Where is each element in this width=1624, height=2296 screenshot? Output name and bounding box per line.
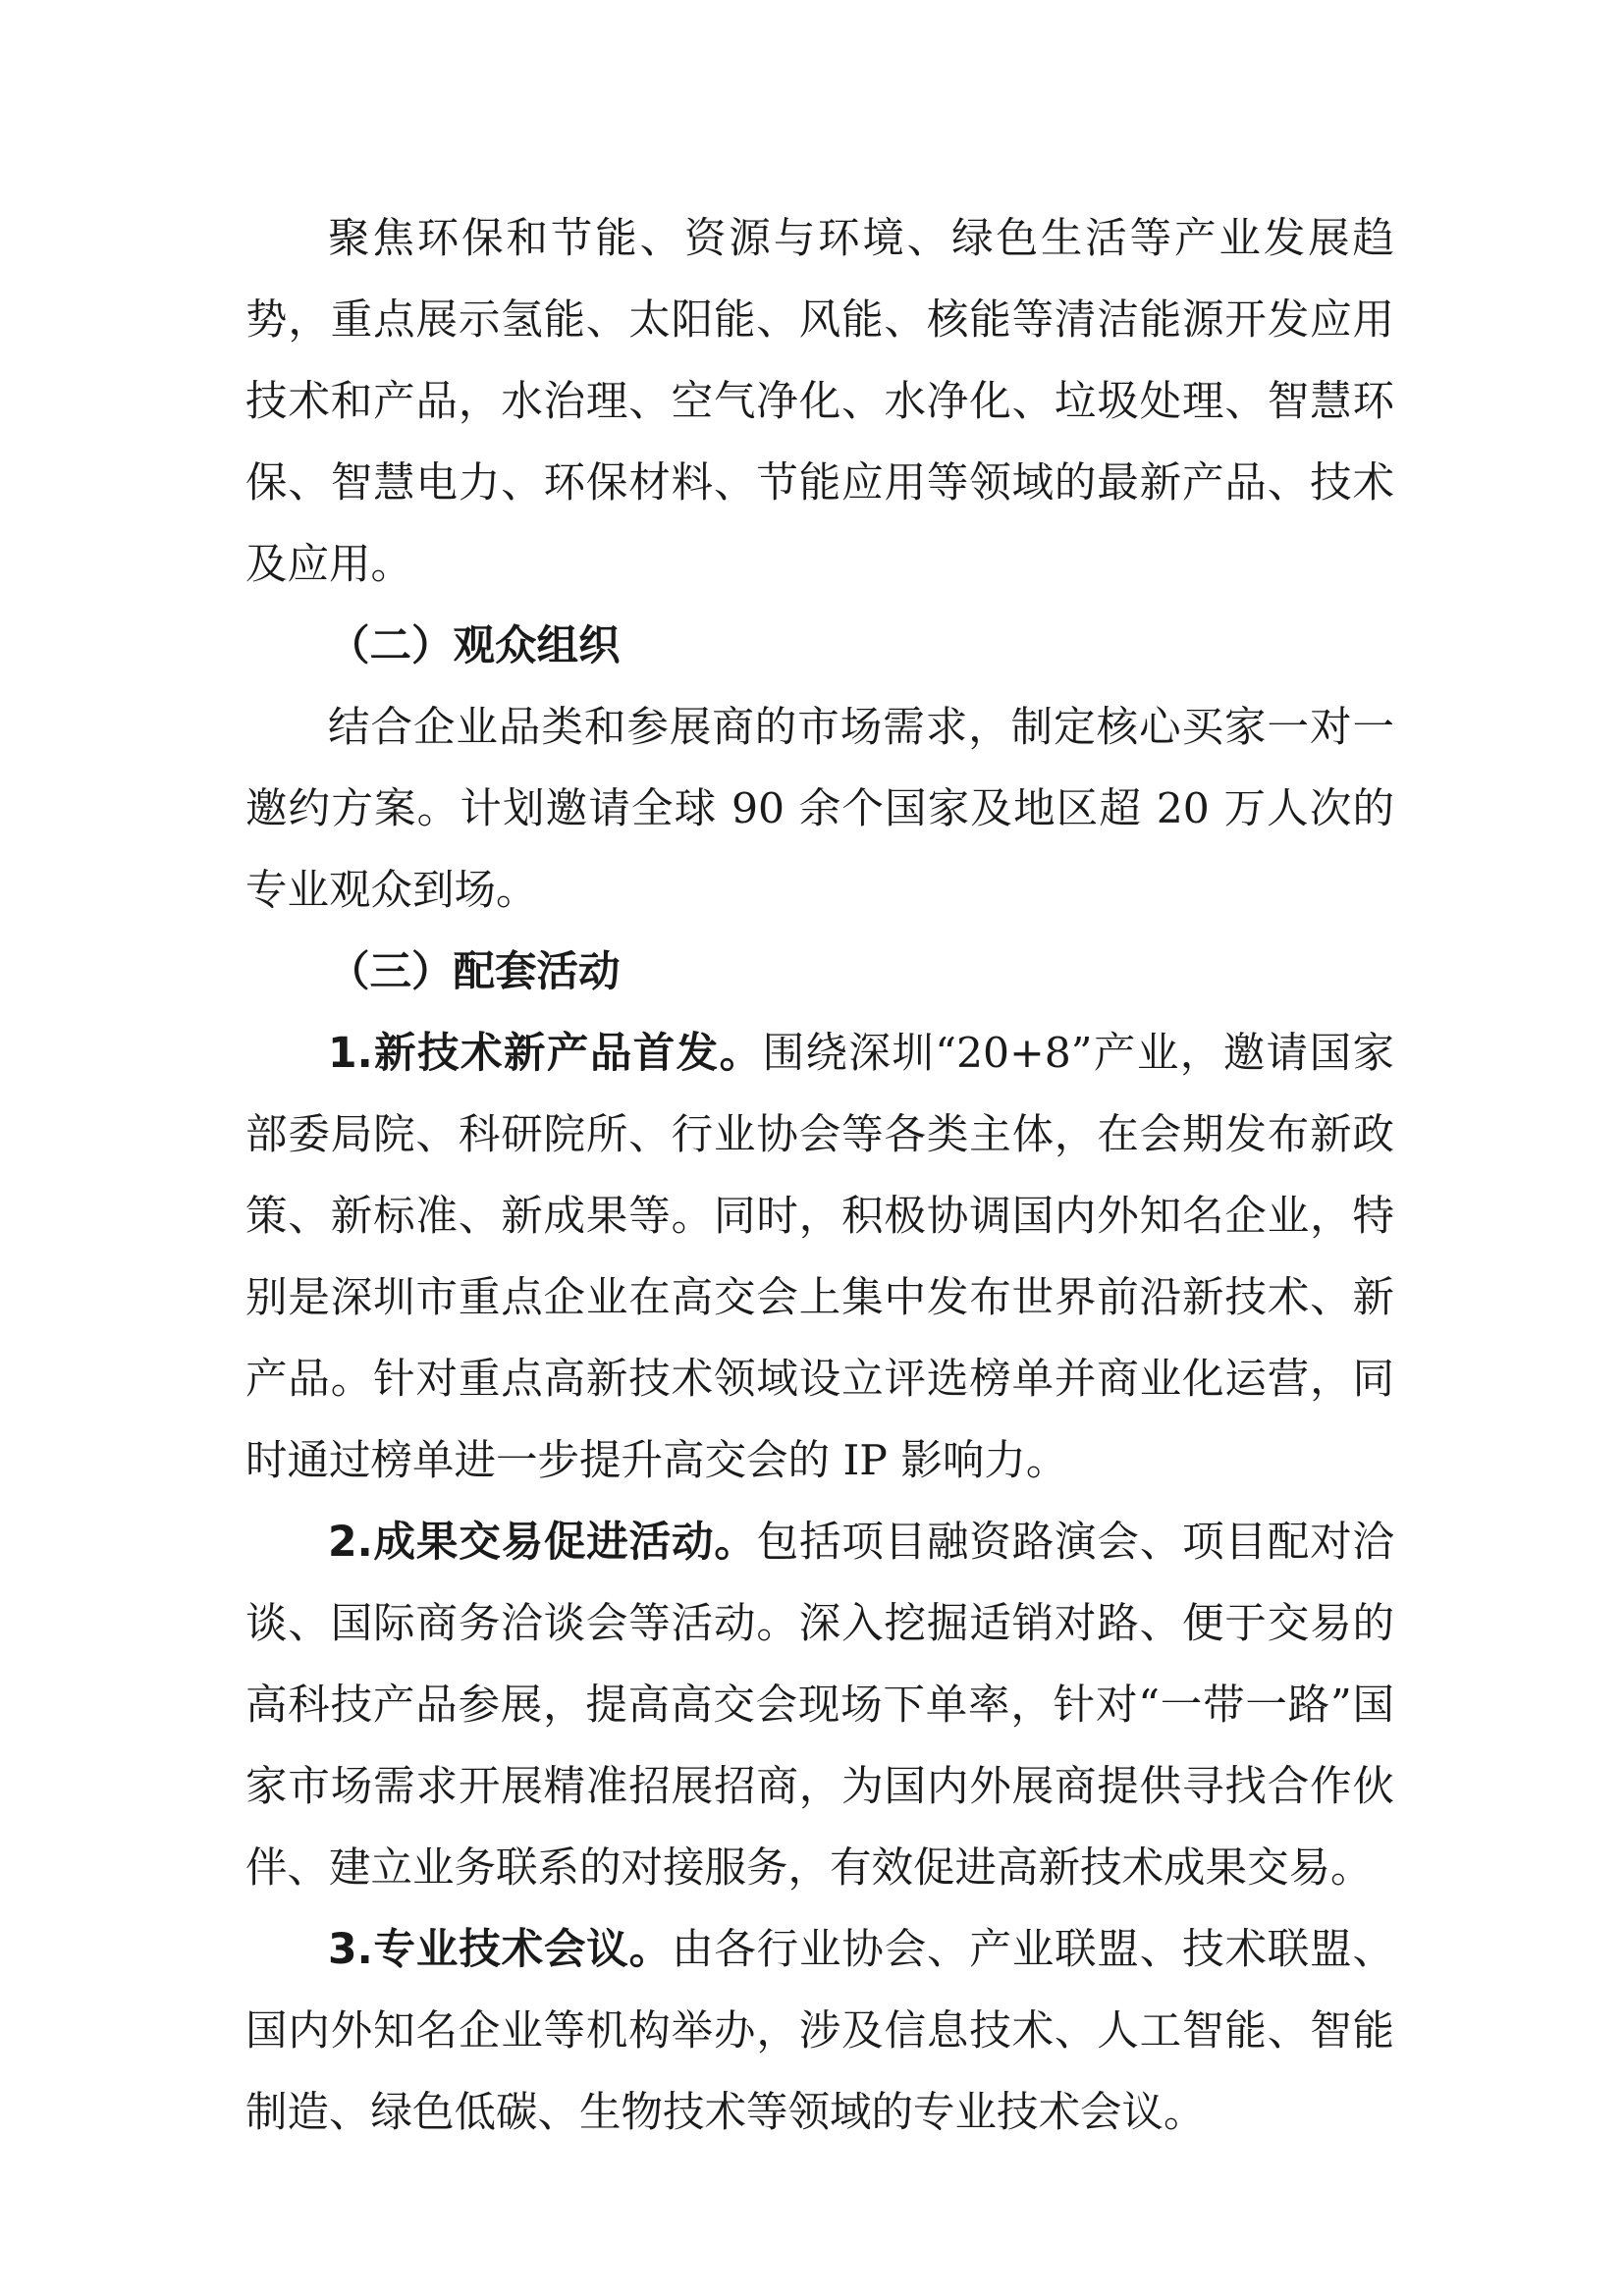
activity-item-1-lead: 1.新技术新产品首发。	[328, 1030, 763, 1078]
activity-item-2-text: 包括项目融资路演会、项目配对洽谈、国际商务洽谈会等活动。深入挖掘适销对路、便于交易的高科技产品参展，提高高交会现场下单率，针对“一带一路”国家市场需求开展精准招展招商，为国内外展商提供寻找合作伙伴、建立业务联系的对接服务，有效促进高新技术成果交易。	[245, 1519, 1394, 1893]
section-heading-activities: （三）配套活动	[328, 948, 621, 996]
activity-item-3-text: 由各行业协会、产业联盟、技术联盟、国内外知名企业等机构举办，涉及信息技术、人工智能、智能制造、绿色低碳、生物技术等领域的专业技术会议。	[245, 1926, 1394, 2137]
audience-paragraph: 结合企业品类和参展商的市场需求，制定核心买家一对一邀约方案。计划邀请全球 90 余个国家及地区超 20 万人次的专业观众到场。	[245, 704, 1394, 915]
activity-item-1-text: 围绕深圳“20+8”产业，邀请国家部委局院、科研院所、行业协会等各类主体，在会期发布新政策、新标准、新成果等。同时，积极协调国内外知名企业，特别是深圳市重点企业在高交会上集中发布世界前沿新技术、新产品。针对重点高新技术领域设立评选榜单并商业化运营，同时通过榜单进一步提升高交会的 IP 影响力。	[245, 1030, 1395, 1485]
activity-item-2	[245, 1502, 1394, 1909]
activity-item-2-lead: 2.成果交易促进活动。	[328, 1519, 757, 1567]
section-heading-audience: （二）观众组织	[328, 622, 621, 670]
activity-item-3	[245, 1909, 1394, 2154]
activity-item-1	[245, 1013, 1394, 1502]
intro-paragraph: 聚焦环保和节能、资源与环境、绿色生活等产业发展趋势，重点展示氢能、太阳能、风能、核能等清洁能源开发应用技术和产品，水治理、空气净化、水净化、垃圾处理、智慧环保、智慧电力、环保材料、节能应用等领域的最新产品、技术及应用。	[245, 215, 1394, 589]
activity-item-3-lead: 3.专业技术会议。	[328, 1926, 672, 1974]
document-page	[245, 198, 1394, 2154]
